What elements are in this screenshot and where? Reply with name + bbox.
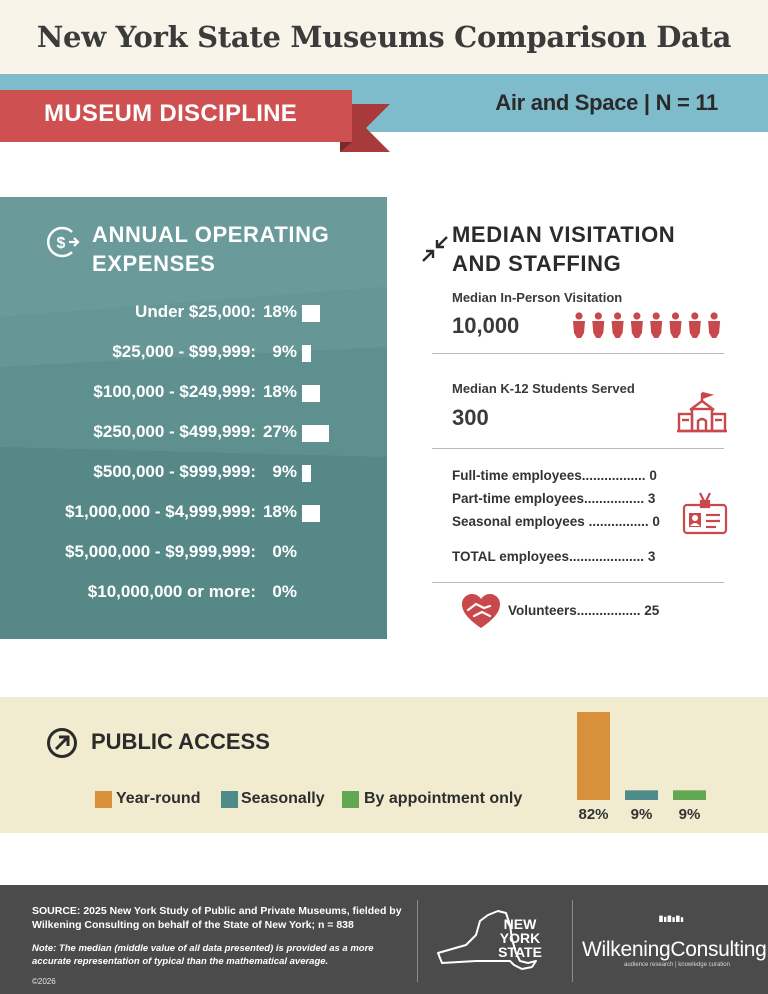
expense-bar [302, 305, 320, 322]
visitation-label: Median In-Person Visitation [452, 290, 623, 305]
expense-row [0, 502, 387, 526]
arrow-circle-icon [46, 727, 78, 759]
expense-bar [302, 505, 320, 522]
header [0, 0, 768, 74]
expenses-title: ANNUAL OPERATING EXPENSES [92, 222, 330, 276]
legend-label-seasonally: Seasonally [241, 790, 325, 807]
expense-percent: 9% [272, 462, 297, 481]
volunteers-row [508, 603, 718, 621]
expense-bar [302, 465, 311, 482]
expense-label: $25,000 - $99,999: [112, 342, 256, 361]
expense-label: $5,000,000 - $9,999,999: [65, 542, 256, 561]
divider [432, 448, 724, 449]
public-access-title: PUBLIC ACCESS [91, 729, 270, 754]
discipline-name: Air and Space | N = 11 [495, 90, 718, 115]
nys-logo-line: STATE [498, 944, 542, 960]
bar-3 [673, 790, 706, 800]
staff-label: Seasonal employees ................ [452, 514, 649, 529]
wilkening-columns-icon [582, 914, 762, 938]
staff-row-seasonal [452, 514, 662, 532]
expense-percent: 18% [262, 302, 297, 321]
expense-label: Under $25,000: [135, 302, 256, 321]
staff-row-total [452, 549, 662, 567]
staff-value: 3 [647, 549, 656, 564]
volunteers-label: Volunteers................. [508, 603, 641, 618]
expense-bar [302, 425, 329, 442]
wilkening-tagline: audience research | knowledge curation [624, 962, 730, 968]
expense-percent: 27% [262, 422, 297, 441]
expense-bar [302, 385, 320, 402]
compress-arrows-icon [420, 234, 450, 264]
divider [432, 582, 724, 583]
person-icon [670, 312, 682, 338]
heart-hands-icon [460, 592, 502, 632]
staff-label: Full-time employees................. [452, 468, 646, 483]
expense-percent: 18% [262, 382, 297, 401]
staff-label: TOTAL employees.................... [452, 549, 645, 564]
bar-label-3: 9% [678, 806, 701, 823]
nys-logo-line: NEW [503, 916, 537, 932]
visitation-value: 10,000 [452, 313, 520, 338]
person-icon [612, 312, 624, 338]
person-icon [631, 312, 643, 338]
id-badge-icon [682, 491, 728, 535]
staff-value: 0 [649, 468, 657, 483]
page-title: New York State Museums Comparison Data [36, 20, 732, 54]
expense-percent: 18% [262, 502, 297, 521]
svg-text:$: $ [56, 235, 66, 252]
expense-percent: 0% [272, 542, 297, 561]
staff-row-fulltime [452, 468, 662, 486]
k12-label: Median K-12 Students Served [452, 381, 635, 396]
expense-label: $250,000 - $499,999: [93, 422, 256, 441]
person-icon [650, 312, 662, 338]
source-text: SOURCE: 2025 New York Study of Public and Private Museums, fielded by Wilkening Consulting on behalf of the State of New York; n = 838 [32, 905, 402, 931]
people-icons [572, 312, 726, 338]
expense-label: $10,000,000 or more: [87, 582, 256, 601]
legend-label-appointment: By appointment only [364, 790, 523, 807]
ribbon-label: MUSEUM DISCIPLINE [44, 100, 298, 127]
expense-row [0, 582, 387, 606]
expense-percent: 0% [272, 582, 297, 601]
school-icon [676, 390, 728, 434]
bar-2 [625, 790, 658, 800]
legend-swatch-year-round [95, 791, 112, 808]
person-icon [708, 312, 720, 338]
expense-row [0, 422, 387, 446]
legend-swatch-seasonally [221, 791, 238, 808]
expense-label: $500,000 - $999,999: [93, 462, 256, 481]
dollar-arrow-icon [44, 224, 80, 260]
expense-label: $1,000,000 - $4,999,999: [65, 502, 256, 521]
k12-value: 300 [452, 405, 489, 430]
expense-row [0, 342, 387, 366]
divider [432, 353, 724, 354]
bar-label-2: 9% [630, 806, 653, 823]
footer-divider [572, 900, 573, 982]
legend-label-year-round: Year-round [116, 790, 201, 807]
person-icon [689, 312, 701, 338]
staff-row-parttime [452, 491, 662, 509]
person-icon [592, 312, 604, 338]
public-access-chart [560, 700, 730, 830]
person-icon [573, 312, 585, 338]
new-york-state-logo [436, 905, 556, 975]
expense-bar [302, 345, 311, 362]
note-text: Note: The median (middle value of all data presented) is provided as a more accurate representation of typical than the mathematical average. [32, 943, 374, 967]
expense-row [0, 302, 387, 326]
expense-row [0, 462, 387, 486]
volunteers-value: 25 [644, 603, 660, 618]
staff-value: 0 [652, 514, 660, 529]
staff-label: Part-time employees................ [452, 491, 645, 506]
legend-swatch-appointment [342, 791, 359, 808]
staff-value: 3 [647, 491, 656, 506]
expense-label: $100,000 - $249,999: [93, 382, 256, 401]
wilkening-consulting-logo: WilkeningConsulting [582, 938, 767, 961]
nys-logo-line: YORK [499, 930, 541, 946]
copyright: ©2026 [32, 977, 56, 986]
expense-row [0, 542, 387, 566]
median-title: MEDIAN VISITATION AND STAFFING [452, 222, 676, 276]
footer-divider [417, 900, 418, 982]
bar-1 [577, 712, 610, 800]
bar-label-1: 82% [578, 806, 609, 823]
expense-row [0, 382, 387, 406]
expense-percent: 9% [272, 342, 297, 361]
